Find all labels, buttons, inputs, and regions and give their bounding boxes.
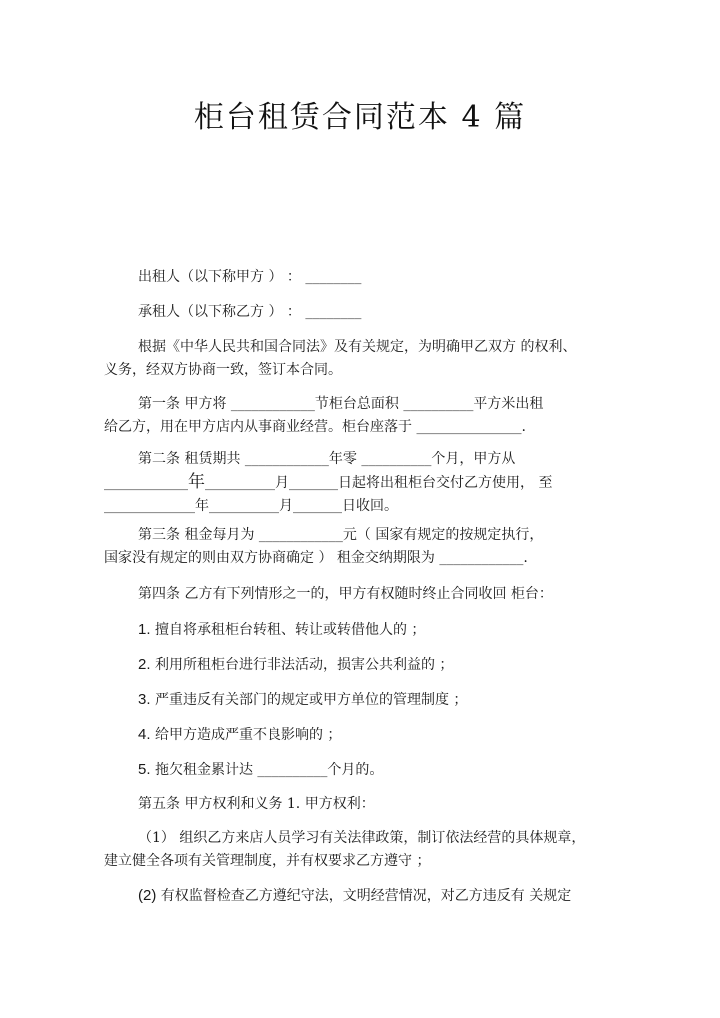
article-2-blank: ____________ xyxy=(104,475,188,491)
preamble-paragraph xyxy=(104,336,620,382)
preamble-line-1: 根据《中华人民共和国合同法》及有关规定，为明确甲乙双方 的权利、 xyxy=(138,339,577,355)
article-2-line-2 xyxy=(104,471,620,495)
list-item-text: 拖欠租金累计达 __________个月的。 xyxy=(154,762,384,778)
article-1-line-2: 给乙方，用在甲方店内从事商业经营。柜台座落于 _______________. xyxy=(104,419,526,435)
article-5-item-2-text: 有权监督检查乙方遵纪守法，文明经营情况，对乙方违反有 关规定 xyxy=(160,888,572,904)
article-2-line-3: _____________年__________月_______日收回。 xyxy=(104,498,398,514)
list-item-text: 利用所租柜台进行非法活动，损害公共利益的 ； xyxy=(154,657,454,673)
article-2-line-1: 第二条 租赁期共 ____________年零 __________个月，甲方从 xyxy=(138,451,516,467)
list-item-text: 擅自将承租柜台转租、转让或转借他人的 ； xyxy=(154,622,426,638)
article-3-line-1: 第三条 租金每月为 ____________元（ 国家有规定的按规定执行， xyxy=(138,527,544,543)
lessor-text: 出租人（以下称甲方 ） ： ________ xyxy=(138,269,362,285)
list-item-text: 给甲方造成严重不良影响的 ； xyxy=(154,727,342,743)
article-1-paragraph xyxy=(104,393,620,439)
lessee-text: 承租人（以下称乙方 ） ： ________ xyxy=(138,304,362,320)
article-5-item-1-line-2: 建立健全各项有关管理制度，并有权要求乙方遵守 ； xyxy=(104,853,431,869)
list-item-number: 5. xyxy=(138,761,151,778)
list-item-number: 1. xyxy=(138,621,151,638)
article-5-heading: 第五条 甲方权利和义务 1. 甲方权利： xyxy=(138,796,375,812)
list-item-number: 4. xyxy=(138,726,151,743)
article-5-item-1-line-1: （1） 组织乙方来店人员学习有关法律政策，制订依法经营的具体规章， xyxy=(138,830,586,846)
lessor-line xyxy=(104,266,620,289)
preamble-line-2: 义务，经双方协商一致，签订本合同。 xyxy=(104,362,342,378)
article-4-item-5 xyxy=(104,758,620,782)
list-item-text: 严重违反有关部门的规定或甲方单位的管理制度 ； xyxy=(154,692,468,708)
article-3-line-2: 国家没有规定的则由双方协商确定 ） 租金交纳期限为 ____________. xyxy=(104,550,528,566)
article-5-item-1 xyxy=(104,827,620,873)
article-5-item-2 xyxy=(104,884,620,908)
article-5-item-2-number: (2) xyxy=(138,887,157,904)
article-2-year: 年 xyxy=(188,472,205,492)
article-2-paragraph xyxy=(104,448,620,518)
article-1-line-1: 第一条 甲方将 ____________节柜台总面积 __________平方米出租 xyxy=(138,396,544,412)
article-2-line-2-rest: __________月_______日起将出租柜台交付乙方使用， 至 xyxy=(205,475,553,491)
article-4-heading-row xyxy=(104,583,620,606)
document-title: 柜台租赁合同范本 4 篇 xyxy=(193,100,527,135)
article-5-heading-row xyxy=(104,793,620,816)
article-4-heading: 第四条 乙方有下列情形之一的，甲方有权随时终止合同收回 柜台： xyxy=(138,586,553,602)
list-item-number: 3. xyxy=(138,691,151,708)
article-4-item-2 xyxy=(104,653,620,677)
article-4-item-1 xyxy=(104,618,620,642)
lessee-line xyxy=(104,301,620,324)
article-3-paragraph xyxy=(104,524,620,570)
article-4-item-3 xyxy=(104,688,620,712)
list-item-number: 2. xyxy=(138,656,151,673)
article-4-item-4 xyxy=(104,723,620,747)
